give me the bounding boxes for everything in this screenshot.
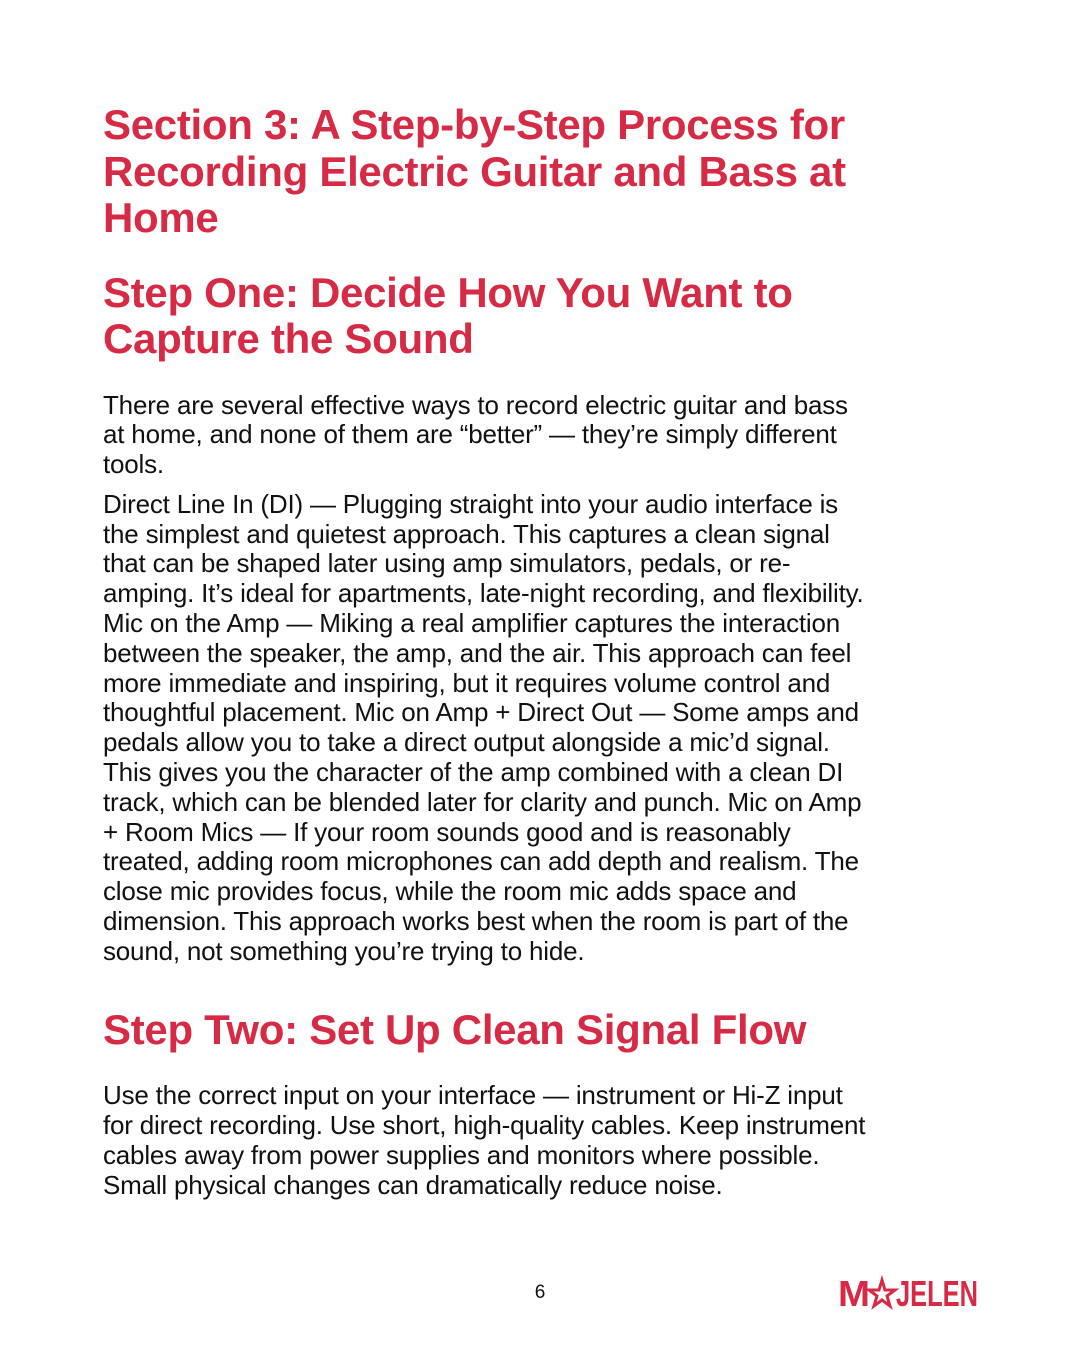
title-line: Home bbox=[103, 194, 219, 241]
heading-line: Capture the Sound bbox=[103, 315, 474, 362]
svg-text:JELEN: JELEN bbox=[896, 1273, 978, 1314]
text-line: amping. It’s ideal for apartments, late-night recording, and flexibility. bbox=[103, 578, 864, 609]
text-line: + Room Mics — If your room sounds good and is reasonably bbox=[103, 816, 791, 847]
text-line: pedals allow you to take a direct output alongside a mic’d signal. bbox=[103, 727, 830, 758]
text-line: more immediate and inspiring, but it requires volume control and bbox=[103, 667, 831, 698]
text-line: close mic provides focus, while the room mic adds space and bbox=[103, 876, 797, 907]
svg-text:M: M bbox=[838, 1273, 870, 1314]
text-line: treated, adding room microphones can add depth and realism. The bbox=[103, 846, 859, 877]
heading-line: Step One: Decide How You Want to bbox=[103, 268, 793, 316]
title-line: Recording Electric Guitar and Bass at bbox=[103, 147, 846, 195]
text-line: thoughtful placement. Mic on Amp + Direct Out — Some amps and bbox=[103, 697, 859, 728]
text-line: between the speaker, the amp, and the air. This approach can feel bbox=[103, 637, 852, 668]
text-line: Small physical changes can dramatically reduce noise. bbox=[103, 1169, 723, 1200]
text-line: track, which can be blended later for clarity and punch. Mic on Amp bbox=[103, 786, 862, 817]
text-line: at home, and none of them are “better” — they’re simply different bbox=[103, 419, 837, 450]
text-line: Use the correct input on your interface — instrument or Hi-Z input bbox=[103, 1080, 843, 1111]
step-one-heading bbox=[103, 270, 1003, 363]
text-line: This gives you the character of the amp combined with a clean DI bbox=[103, 757, 844, 788]
logo-icon bbox=[838, 1273, 980, 1314]
section-title bbox=[103, 102, 1003, 242]
text-line: Direct Line In (DI) — Plugging straight into your audio interface is bbox=[103, 488, 838, 519]
title-line: Section 3: A Step-by-Step Process for bbox=[103, 101, 845, 148]
text-line: dimension. This approach works best when the room is part of the bbox=[103, 906, 849, 937]
text-line: sound, not something you’re trying to hide. bbox=[103, 935, 585, 966]
page-number: 6 bbox=[534, 1282, 546, 1303]
text-line: that can be shaped later using amp simulators, pedals, or re- bbox=[103, 548, 791, 579]
text-line: There are several effective ways to record electric guitar and bass bbox=[103, 389, 848, 420]
heading-line: Step Two: Set Up Clean Signal Flow bbox=[103, 1005, 807, 1053]
text-line: Mic on the Amp — Miking a real amplifier captures the interaction bbox=[103, 608, 841, 639]
step-one-body bbox=[103, 490, 1003, 967]
step-two-body bbox=[103, 1081, 1003, 1200]
text-line: tools. bbox=[103, 449, 164, 480]
text-line: cables away from power supplies and monitors where possible. bbox=[103, 1139, 820, 1170]
majelen-logo bbox=[838, 1273, 980, 1315]
page-content bbox=[103, 102, 1003, 1200]
text-line: the simplest and quietest approach. This captures a clean signal bbox=[103, 518, 830, 549]
step-one-intro bbox=[103, 391, 1003, 480]
step-two-heading bbox=[103, 1007, 1003, 1054]
text-line: for direct recording. Use short, high-quality cables. Keep instrument bbox=[103, 1109, 866, 1140]
